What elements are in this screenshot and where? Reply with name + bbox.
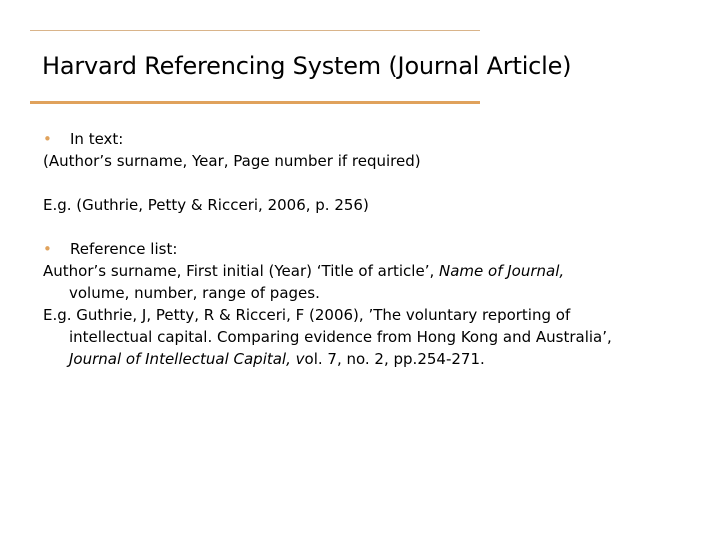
journal-name-placeholder: Name of Journal, [439, 262, 565, 280]
reference-format-line [43, 260, 693, 282]
reference-format-text: Author’s surname, First initial (Year) ‘Title of article’, [43, 262, 439, 280]
spacer [43, 172, 693, 194]
in-text-example: E.g. (Guthrie, Petty & Ricceri, 2006, p. 256) [43, 196, 369, 214]
slide-body [43, 128, 693, 370]
journal-title: Journal of Intellectual Capital, v [69, 350, 305, 368]
reference-list-bullet-item [43, 238, 693, 260]
bullet-icon: • [43, 240, 52, 258]
bullet-icon: • [43, 130, 52, 148]
spacer [43, 216, 693, 238]
in-text-heading: In text: [70, 130, 124, 148]
in-text-format: (Author’s surname, Year, Page number if required) [43, 152, 421, 170]
page-title: Harvard Referencing System (Journal Article) [42, 52, 572, 80]
reference-format-continuation: volume, number, range of pages. [69, 284, 320, 302]
title-underline [30, 101, 480, 104]
top-divider [30, 30, 480, 31]
journal-details: ol. 7, no. 2, pp.254-271. [304, 350, 485, 368]
reference-example-line: E.g. Guthrie, J, Petty, R & Ricceri, F (2006), ’The voluntary reporting of [43, 306, 571, 324]
reference-list-heading: Reference list: [70, 240, 178, 258]
reference-example-continuation: intellectual capital. Comparing evidence from Hong Kong and Australia’, [69, 328, 612, 346]
reference-example-journal-line [43, 348, 693, 370]
in-text-bullet-item [43, 128, 693, 150]
